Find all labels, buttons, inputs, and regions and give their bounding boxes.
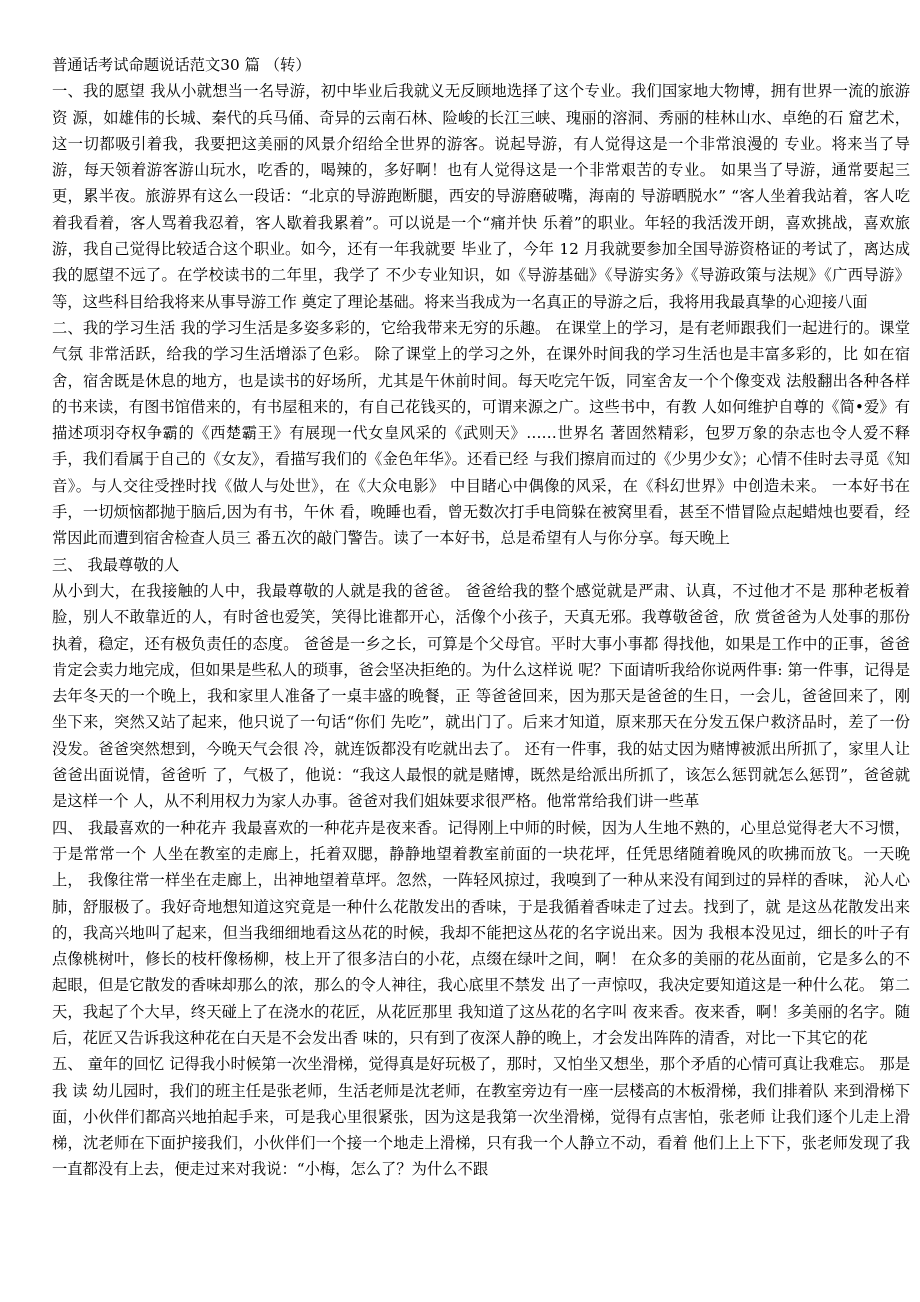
document-title: 普通话考试命题说话范文30 篇 （转） [52,56,311,74]
section-most-respected-person: 从小到大，在我接触的人中，我最尊敬的人就是我的爸爸。 爸爸给我的整个感觉就是严肃、认真，不过他才不是 那种老板着脸，别人不敢靠近的人，有时爸也爱笑，笑得比谁都开心，活像个小孩子，天真无邪。我尊敬爸爸，欣 赏爸爸为人处事的那份执着，稳定，还有极负责任的态度。 爸爸是一乡之长，可算是个父母官。平时大事小事都 得找他，如果是工作中的正事，爸爸肯定会卖力地完成，但如果是些私人的琐事，爸会坚决拒绝的。为什么这样说 呢？下面请听我给你说两件事: 第一件事，记得是去年冬天的一个晚上，我和家里人准备了一桌丰盛的晚餐，正 等爸爸回来，因为那天是爸爸的生日，一会儿，爸爸回来了，刚坐下来，突然又站了起来，他只说了一句话“你们 先吃”，就出门了。后来才知道，原来那天在分发五保户救济品时，差了一份没发。爸爸突然想到，今晚天气会很 冷，就连饭都没有吃就出去了。 还有一件事，我的姑丈因为赌博被派出所抓了，家里人让爸爸出面说情，爸爸听 了，气极了，他说：“我这人最恨的就是赌博，既然是给派出所抓了，该怎么惩罚就怎么惩罚”，爸爸就是这样一个 人，从不利用权力为家人办事。爸爸对我们姐妹要求很严格。他常常给我们讲一些革 [52,581,910,811]
section-most-respected-heading: 三、 我最尊敬的人 [52,555,180,574]
section-favorite-flower: 四、 我最喜欢的一种花卉 我最喜欢的一种花卉是夜来香。记得刚上中师的时候，因为人生地不熟的，心里总觉得老大不习惯，于是常常一个 人坐在教室的走廊上，托着双腮，静静地望着教室前面的一块花坪，任凭思绪随着晚风的吹拂而放飞。一天晚上， 我像往常一样坐在走廊上，出神地望着草坪。忽然，一阵轻风掠过，我嗅到了一种从来没有闻到过的异样的香味， 沁人心肺，舒服极了。我好奇地想知道这究竟是一种什么花散发出的香味，于是我循着香味走了过去。找到了，就 是这丛花散发出来的，我高兴地叫了起来，但当我细细地看这丛花的时候，我却不能把这丛花的名字说出来。因为 我根本没见过，细长的叶子有点像桃树叶，修长的枝杆像杨柳，枝上开了很多洁白的小花，点缀在绿叶之间，啊！ 在众多的美丽的花丛面前，它是多么的不起眼，但是它散发的香味却那么的浓，那么的令人神往，我心底里不禁发 出了一声惊叹，我决定要知道这是一种什么花。 第二天，我起了个大早，终天碰上了在浇水的花匠，从花匠那里 我知道了这丛花的名字叫 夜来香。夜来香，啊！多美丽的名字。随后，花匠又告诉我这种花在白天是不会发出香 味的，只有到了夜深人静的晚上，才会发出阵阵的清香，对比一下其它的花 [52,818,910,1047]
document-page [52,52,910,1183]
section-childhood-memory: 五、 童年的回忆 记得我小时候第一次坐滑梯，觉得真是好玩极了，那时，又怕坐又想坐，那个矛盾的心情可真让我难忘。 那是我 读 幼儿园时，我们的班主任是张老师，生活老师是沈老师，在教室旁边有一座一层楼高的木板滑梯，我们排着队 来到滑梯下面，小伙伴们都高兴地拍起手来，可是我心里很紧张，因为这是我第一次坐滑梯，觉得有点害怕，张老师 让我们逐个儿走上滑梯，沈老师在下面护接我们，小伙伴们一个接一个地走上滑梯，只有我一个人静立不动，看着 他们上上下下，张老师发现了我一直都没有上去，便走过来对我说：“小梅，怎么了？为什么不跟 [52,1055,910,1179]
section-my-wish: 一、我的愿望 我从小就想当一名导游，初中毕业后我就义无反顾地选择了这个专业。我们国家地大物博，拥有世界一流的旅游资 源，如雄伟的长城、秦代的兵马俑、奇异的云南石林、险峻的长江三峡、瑰丽的溶洞、秀丽的桂林山水、卓绝的石 窟艺术，这一切都吸引着我，我要把这美丽的风景介绍给全世界的游客。说起导游，有人觉得这是一个非常浪漫的 专业。将来当了导游，每天领着游客游山玩水，吃香的，喝辣的，多好啊！也有人觉得这是一个非常艰苦的专业。 如果当了导游，通常要起三更，累半夜。旅游界有这么一段话：“北京的导游跑断腿，西安的导游磨破嘴，海南的 导游晒脱水” “客人坐着我站着，客人吃着我看着，客人骂着我忍着，客人歇着我累着”。可以说是一个“痛并快 乐着”的职业。年轻的我活泼开朗，喜欢挑战，喜欢旅游，我自己觉得比较适合这个职业。如今，还有一年我就要 毕业了，今年 12 月我就要参加全国导游资格证的考试了，离达成我的愿望不远了。在学校读书的二年里，我学了 不少专业知识，如《导游基础》《导游实务》《导游政策与法规》《广西导游》等，这些科目给我将来从事导游工作 奠定了理论基础。将来当我成为一名真正的导游之后，我将用我最真挚的心迎接八面 [52,82,910,311]
section-my-study-life: 二、我的学习生活 我的学习生活是多姿多彩的，它给我带来无穷的乐趣。 在课堂上的学习，是有老师跟我们一起进行的。课堂气氛 非常活跃，给我的学习生活增添了色彩。 除了课堂上的学习之外，在课外时间我的学习生活也是丰富多彩的，比 如在宿舍，宿舍既是休息的地方，也是读书的好场所，尤其是午休前时间。每天吃完午饭，同室舍友一个个像变戏 法般翻出各种各样的书来读，有图书馆借来的，有书屋租来的，有自己花钱买的，可谓来源之广。这些书中，有教 人如何维护自尊的《简•爱》有描述项羽夺权争霸的《西楚霸王》有展现一代女皇风采的《武则天》……世界名 著固然精彩，包罗万象的杂志也令人爱不释手，我们看属于自己的《女友》，看描写我们的《金色年华》。还看已经 与我们擦肩而过的《少男少女》；心情不佳时去寻觅《知音》。与人交往受挫时找《做人与处世》，在《大众电影》 中目睹心中偶像的风采，在《科幻世界》中创造未来。 一本好书在手，一切烦恼都抛于脑后,因为有书，午休 看，晚睡也看，曾无数次打手电筒躲在被窝里看，甚至不惜冒险点起蜡烛也要看，经常因此而遭到宿舍检查人员三 番五次的敲门警告。读了一本好书，总是希望有人与你分享。每天晚上 [52,318,910,548]
